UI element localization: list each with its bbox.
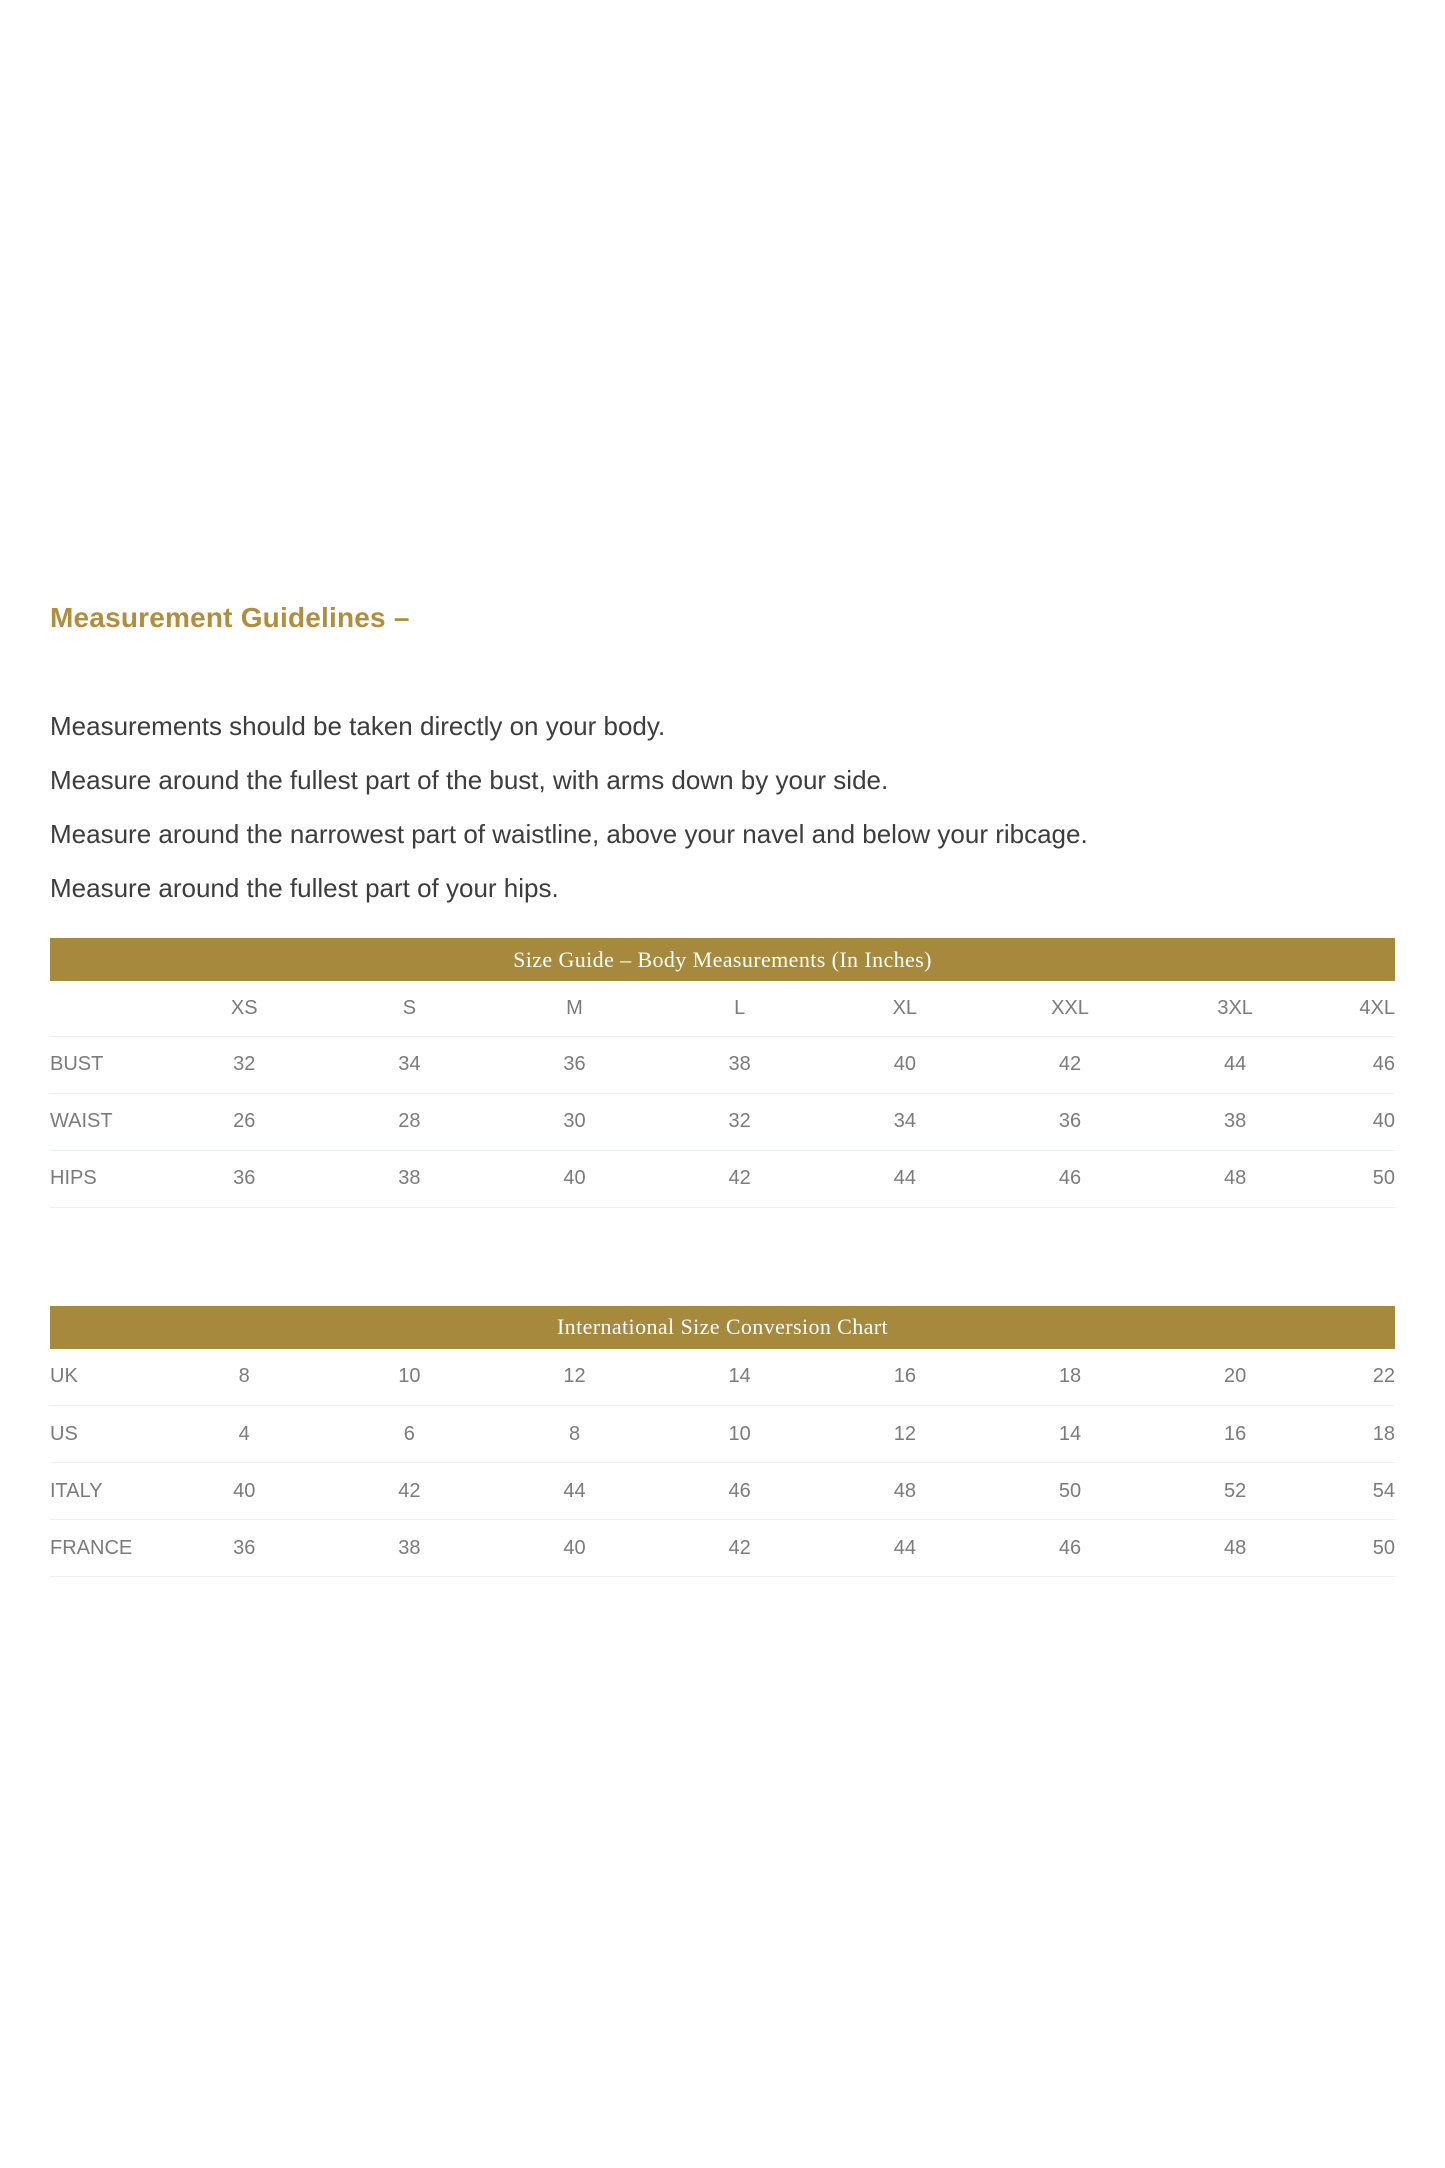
size-value-cell: 46 xyxy=(1058,1536,1082,1559)
row-label: ITALY xyxy=(50,1479,103,1502)
empty-header-cell xyxy=(50,981,162,1036)
size-value-cell: 46 xyxy=(1372,1053,1395,1075)
size-value-cell: 8 xyxy=(238,1365,250,1388)
conversion-section xyxy=(50,1306,1395,1578)
size-value-cell: 50 xyxy=(1058,1479,1082,1502)
size-value-cell: 6 xyxy=(403,1422,415,1445)
size-guide-table-title: Size Guide – Body Measurements (In Inches) xyxy=(50,938,1395,981)
size-value-cell: 16 xyxy=(1224,1422,1247,1445)
conversion-table xyxy=(50,1349,1395,1578)
size-value-cell: 16 xyxy=(893,1365,916,1388)
size-value-cell: 42 xyxy=(1058,1053,1082,1075)
size-value-cell: 14 xyxy=(728,1365,751,1388)
table-row xyxy=(50,1349,1395,1406)
size-value-cell: 22 xyxy=(1372,1365,1395,1388)
size-value-cell: 44 xyxy=(893,1536,916,1559)
size-value-cell: 8 xyxy=(568,1422,581,1445)
size-value-cell: 44 xyxy=(563,1479,586,1502)
size-value-cell: 28 xyxy=(398,1110,421,1132)
size-value-cell: 50 xyxy=(1372,1167,1395,1189)
row-label: BUST xyxy=(50,1053,104,1075)
size-value-cell: 48 xyxy=(893,1479,916,1502)
size-value-cell: 32 xyxy=(728,1110,751,1132)
guideline-line: Measure around the fullest part of the bust, with arms down by your side. xyxy=(50,765,889,795)
guideline-line: Measurements should be taken directly on your body. xyxy=(50,711,666,741)
size-guide-table xyxy=(50,981,1395,1208)
column-header-3xl: 3XL xyxy=(1217,996,1253,1019)
size-value-cell: 42 xyxy=(728,1536,751,1559)
size-value-cell: 40 xyxy=(1372,1110,1395,1132)
size-value-cell: 40 xyxy=(563,1167,586,1189)
size-column-header-row xyxy=(50,981,1395,1036)
size-value-cell: 38 xyxy=(398,1536,421,1559)
size-value-cell: 32 xyxy=(233,1053,256,1075)
size-value-cell: 52 xyxy=(1224,1479,1247,1502)
size-value-cell: 40 xyxy=(563,1536,586,1559)
table-row xyxy=(50,1150,1395,1207)
column-header-l: L xyxy=(734,996,746,1019)
size-value-cell: 44 xyxy=(1224,1053,1247,1075)
row-label: FRANCE xyxy=(50,1536,133,1559)
size-value-cell: 34 xyxy=(893,1110,916,1132)
size-value-cell: 48 xyxy=(1224,1536,1247,1559)
row-label: US xyxy=(50,1422,78,1445)
size-value-cell: 54 xyxy=(1372,1479,1395,1502)
row-label: UK xyxy=(50,1365,78,1388)
size-value-cell: 36 xyxy=(1058,1110,1082,1132)
size-value-cell: 4 xyxy=(238,1422,250,1445)
row-label: HIPS xyxy=(50,1167,97,1189)
size-value-cell: 42 xyxy=(728,1167,751,1189)
size-value-cell: 12 xyxy=(893,1422,916,1445)
size-value-cell: 46 xyxy=(728,1479,751,1502)
table-row xyxy=(50,1520,1395,1577)
column-header-s: S xyxy=(402,996,417,1019)
guideline-line: Measure around the fullest part of your hips. xyxy=(50,873,559,903)
size-value-cell: 36 xyxy=(233,1167,256,1189)
size-value-cell: 34 xyxy=(398,1053,421,1075)
column-header-m: M xyxy=(566,996,583,1019)
size-value-cell: 20 xyxy=(1224,1365,1247,1388)
column-header-xxl: XXL xyxy=(1051,996,1089,1019)
size-value-cell: 18 xyxy=(1372,1422,1395,1445)
row-label: WAIST xyxy=(50,1110,113,1132)
table-row xyxy=(50,1036,1395,1093)
size-value-cell: 10 xyxy=(398,1365,421,1388)
column-header-xl: XL xyxy=(892,996,918,1019)
guideline-line: Measure around the narrowest part of waistline, above your navel and below your ribcage. xyxy=(50,819,1088,849)
size-value-cell: 42 xyxy=(398,1479,421,1502)
size-value-cell: 12 xyxy=(563,1365,586,1388)
table-row xyxy=(50,1093,1395,1150)
size-value-cell: 36 xyxy=(233,1536,256,1559)
table-row xyxy=(50,1406,1395,1463)
size-value-cell: 10 xyxy=(728,1422,751,1445)
page-title: Measurement Guidelines – xyxy=(50,602,410,633)
size-guide-section xyxy=(50,938,1395,1208)
table-row xyxy=(50,1463,1395,1520)
size-value-cell: 36 xyxy=(563,1053,586,1075)
measurement-guidelines xyxy=(50,699,1395,915)
size-value-cell: 18 xyxy=(1058,1365,1082,1388)
size-value-cell: 46 xyxy=(1058,1167,1082,1189)
column-header-xs: XS xyxy=(230,996,258,1019)
size-value-cell: 14 xyxy=(1058,1422,1082,1445)
size-value-cell: 48 xyxy=(1224,1167,1247,1189)
size-value-cell: 38 xyxy=(1224,1110,1247,1132)
size-value-cell: 50 xyxy=(1372,1536,1395,1559)
size-value-cell: 40 xyxy=(233,1479,256,1502)
size-value-cell: 38 xyxy=(728,1053,751,1075)
column-header-4xl: 4XL xyxy=(1359,996,1395,1019)
size-value-cell: 40 xyxy=(893,1053,916,1075)
size-value-cell: 30 xyxy=(563,1110,586,1132)
size-value-cell: 44 xyxy=(893,1167,916,1189)
size-value-cell: 38 xyxy=(398,1167,421,1189)
size-value-cell: 26 xyxy=(233,1110,256,1132)
conversion-table-title: International Size Conversion Chart xyxy=(50,1306,1395,1349)
